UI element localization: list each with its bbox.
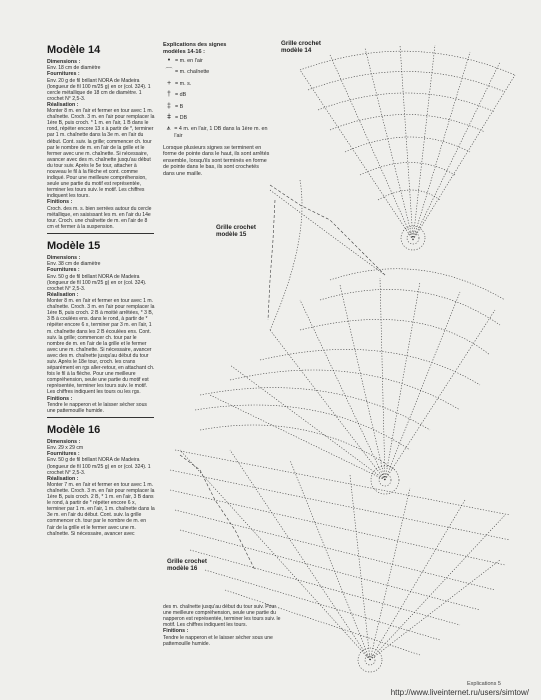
model-15-instructions-label: Réalisation : [47,291,79,298]
legend-row [163,126,271,139]
half-double-icon: † [167,91,171,99]
treble-crochet-icon: ǂ [166,114,172,122]
model-16-dimensions-label: Dimensions : [47,438,81,445]
model-14-title: Modèle 14 [47,44,101,56]
diagram-15-label: Grille crochet modèle 15 [216,224,256,239]
legend-heading-1: Explications des signes [163,42,227,48]
legend-row [163,78,271,90]
model-16-instructions: Monter 7 m. en l'air et fermer en tour avec 1 m. chaînette. Croch. 3 m. en l'air pour remplacer la 1ère B, puis croch. 2 B, * 1 m. en l'air, 3 B dans le rond, à partir de * répéter encore 6 x, terminer par 1 m. en l'air, 1 m. chaînette dans la 3e m. en l'air du début. Cont. suiv. la grille commencer ch. tour par le nombre de m. en l'air de la grille et le fermer avec une m. chaînette. Si nécessaire, avancer avec [47,481,155,537]
legend-text: = 4 m. en l'air, 1 DB dans la 1ère m. en l'air [174,126,268,139]
double-crochet-icon: ‡ [167,102,171,110]
model-14-supplies: Env. 20 g de fil brillant NORA de Madeira (longueur de fil 100 m/25 g) en or (col. 324). 1 cercle métallique de 18 cm de diamètre. 1 crochet N° 2,5-3. [47,77,151,102]
model-16-supplies-label: Fournitures : [47,451,80,458]
legend-text: = B [175,103,184,110]
model-16-title: Modèle 16 [47,423,101,436]
picot-icon: ⩚ [166,125,171,133]
legend-row [163,67,271,79]
legend-row [163,101,271,113]
model-14-dimensions-label: Dimensions : [47,59,81,65]
legend-note: Lorsque plusieurs signes se terminent en forme de pointe dans le haut, ils sont arrêtés ensemble, lorsqu'ils sont terminés en forme de pointe dans le bas, ils sont crochetés dans une maille. [163,145,270,177]
watermark-url: http://www.liveinternet.ru/users/simtow/ [390,688,529,697]
page-number: Explications 5 [467,681,501,687]
divider [47,417,154,418]
model-15-supplies: Env. 50 g de fil brillant NORA de Madeira (longueur de fil 100 m/25 g) en or (col. 324). crochet N° 2,5-3. [47,273,147,292]
legend-text: = dB [175,92,187,99]
model-14-dimensions: Env. 18 cm de diamètre [47,65,101,72]
legend-text: = m. s. [175,80,192,87]
chain-stitch-icon: • [167,56,171,64]
symbol-legend [163,42,271,177]
legend-text: = DB [175,115,188,122]
legend-text: = m. en l'air [175,57,203,64]
model-16-dimensions: Env. 29 x 29 cm [47,445,84,452]
legend-text: = m. chaînette [175,69,210,76]
model-15-finishing-label: Finitions : [47,395,73,402]
model-14-supplies-label: Fournitures : [47,71,80,78]
model-16-instructions-cont: des m. chaînette jusqu'au début du tour suiv. Pour une meilleure compréhension, seule une partie du napperon est représentée, terminer les tours suiv. le motif. Les chiffres indiquent les tours. [163,604,281,629]
diagram-14 [300,45,515,250]
model-14-finishing: Croch. des m. s. bien serrées autour du cercle métallique, en saisissant les m. en l'air du 14e tour. Croch. une chaînette de m. en l'air de 8 cm et fermer à la suspension. [47,205,152,230]
model-16-finishing-label: Finitions : [163,628,189,635]
model-16-continuation [163,604,281,647]
model-14-instructions-label: Réalisation : [47,101,79,108]
model-16-finishing: Tendre le napperon et le laisser sécher sous une pattemouille humide. [163,634,273,647]
diagram-16-label: Grille crochet modèle 16 [167,558,207,573]
divider [47,233,154,234]
model-14-finishing-label: Finitions : [47,199,73,206]
left-column [47,44,155,537]
model-16-instructions-label: Réalisation : [47,475,79,482]
legend-row [163,55,271,67]
diagram-14-label: Grille crochet modèle 14 [281,40,321,55]
model-15-supplies-label: Fournitures : [47,267,80,274]
model-15-dimensions-label: Dimensions : [47,255,81,262]
model-15-finishing: Tendre le napperon et le laisser sécher sous une pattemouille humide. [47,401,147,414]
legend-row [163,90,271,102]
model-16-supplies: Env. 50 g de fil brillant NORA de Madeira (longueur de fil 100 m/25 g) en or (col. 324). 1 crochet N° 2,5-3. [47,457,151,476]
slip-stitch-icon: ⌒ [165,68,173,76]
legend-heading-2: modèles 14-16 : [163,48,205,55]
model-15-title: Modèle 15 [47,240,101,253]
model-14-instructions: Monter 8 m. en l'air et fermer en tour avec 1 m. chaînette. Croch. 3 m. en l'air pour remplacer la 1ère B, puis croch. * 1 m. en l'air, 1 B dans le rond, répéter encore 13 x à partir de *, terminer par 1 m. chaînette dans la 3e m. en l'air du début. Cont. suiv. la grille; commencer ch. tour par le nombre de m. en l'air de la grille et le fermer avec une m. chaînette. Si nécessaire, avancer avec des m. chaînette jusqu'au début du tour suiv. Après le 5e tour, attacher à nouveau le fil à la flèche et cont. comme indiqué. Pour une meilleure compréhension, seule une partie du motif est représentée, terminer les tours suiv. le motif. Les chiffres indiquent les tours. [47,108,155,200]
model-15-dimensions: Env. 38 cm de diamètre [47,261,101,268]
single-crochet-icon: + [166,79,172,87]
model-15-instructions: Monter 8 m. en l'air et fermer en tour avec 1 m. chaînette. Croch. 3 m. en l'air pour remplacer la 1ère B, puis croch. 2 B à moitié arrêtées, * 3 B, 3 B à coulées ens. dans le rond, à partir de * répéter encore 6 x, terminer par 3 m. en l'air, 1 m. chaînette dans les 2 B écoulées ens. Cont. suiv. la grille; commencer ch. tour par le nombre de m. en l'air de la grille et le fermer avec une m. chaînette. Si nécessaire, avancer avec des m. chaînette jusqu'au début du tour suiv. Après le 18e tour, croch. les crans séparément en rgs aller-retour, en attachant ch. fois le fil à la flèche. Pour une meilleure compréhension, seule une partie du motif est représentée, terminer les tours suiv. le motif. Les chiffres indiquent les tours ou les rgs. [47,298,155,396]
legend-row [163,113,271,125]
